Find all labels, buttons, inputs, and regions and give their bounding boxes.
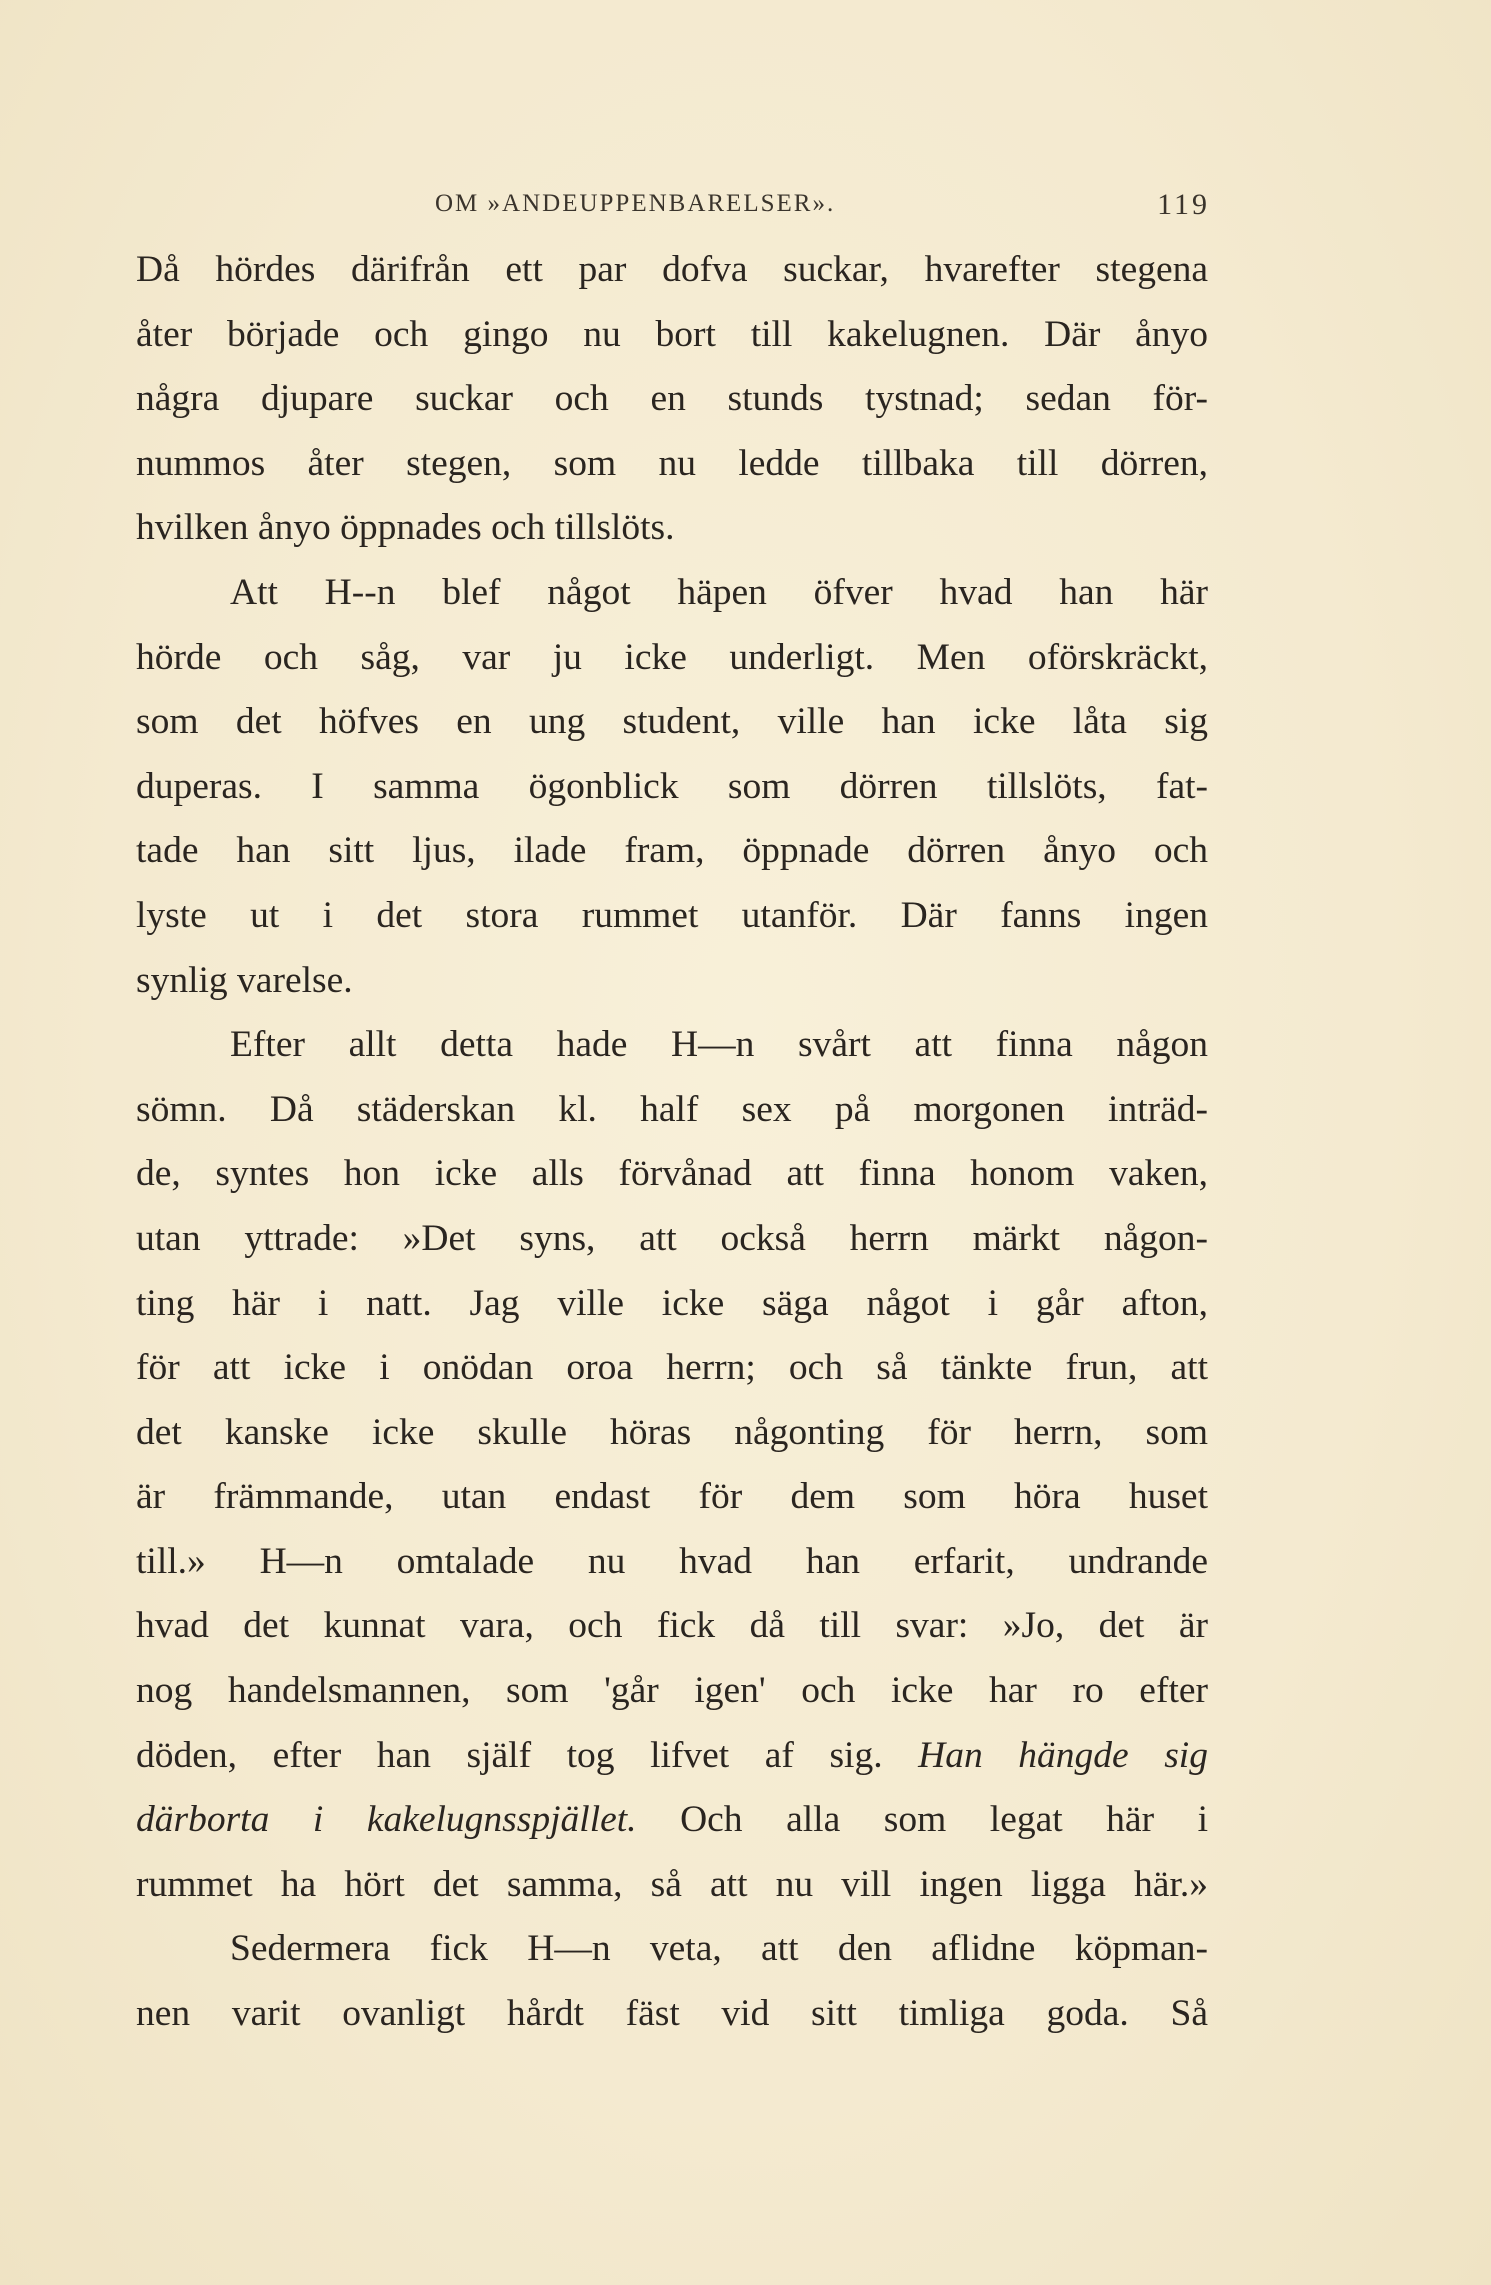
text-segment: de, syntes hon icke alls förvånad att finna honom vaken,	[136, 1153, 1208, 1195]
text-line	[136, 1142, 1208, 1207]
text-line	[136, 1207, 1208, 1272]
text-line	[136, 1078, 1208, 1143]
text-line	[136, 1853, 1208, 1918]
text-segment: för att icke i onödan oroa herrn; och så tänkte frun, att	[136, 1347, 1208, 1389]
body-text	[136, 238, 1208, 2047]
text-segment: några djupare suckar och en stunds tystnad; sedan för-	[136, 378, 1208, 420]
text-segment: nog handelsmannen, som 'går igen' och icke har ro efter	[136, 1670, 1208, 1712]
text-line	[136, 1401, 1208, 1466]
text-segment: nen varit ovanligt hårdt fäst vid sitt timliga goda. Så	[136, 1993, 1208, 2035]
text-segment: hörde och såg, var ju icke underligt. Men oförskräckt,	[136, 636, 1208, 678]
text-line	[136, 1465, 1208, 1530]
text-segment: hvilken ånyo öppnades och tillslöts.	[136, 507, 675, 549]
text-segment: nummos åter stegen, som nu ledde tillbaka till dörren,	[136, 442, 1208, 484]
text-line	[136, 1336, 1208, 1401]
text-line	[136, 755, 1208, 820]
text-segment: tade han sitt ljus, ilade fram, öppnade dörren ånyo och	[136, 830, 1208, 872]
text-segment: utan yttrade: »Det syns, att också herrn märkt någon-	[136, 1217, 1208, 1259]
text-segment: rummet ha hört det samma, så att nu vill ingen ligga här.»	[136, 1863, 1208, 1905]
text-segment: det kanske icke skulle höras någonting för herrn, som	[136, 1411, 1208, 1453]
page-number: 119	[1157, 188, 1210, 221]
text-segment: Då hördes därifrån ett par dofva suckar, hvarefter stegena	[136, 249, 1208, 290]
text-line	[136, 238, 1208, 303]
text-line	[136, 1788, 1208, 1853]
text-line	[136, 1530, 1208, 1595]
text-segment: synlig varelse.	[136, 959, 353, 1001]
text-segment: duperas. I samma ögonblick som dörren tillslöts, fat-	[136, 765, 1208, 807]
text-segment: ting här i natt. Jag ville icke säga något i går afton,	[136, 1282, 1208, 1324]
italic-text: Han hängde sig	[918, 1734, 1208, 1776]
text-line	[136, 496, 1208, 561]
text-line	[136, 1013, 1208, 1078]
text-line	[136, 1659, 1208, 1724]
text-segment: Sedermera fick H—n veta, att den aflidne köpman-	[230, 1928, 1208, 1970]
text-segment: till.» H—n omtalade nu hvad han erfarit, undrande	[136, 1540, 1208, 1582]
text-segment: är främmande, utan endast för dem som höra huset	[136, 1476, 1208, 1518]
text-line	[136, 949, 1208, 1014]
running-head	[135, 190, 1210, 230]
text-line	[136, 819, 1208, 884]
text-line	[136, 884, 1208, 949]
text-segment: åter började och gingo nu bort till kakelugnen. Där ånyo	[136, 313, 1208, 355]
text-segment: som det höfves en ung student, ville han icke låta sig	[136, 701, 1208, 743]
text-line	[136, 1594, 1208, 1659]
text-segment: hvad det kunnat vara, och fick då till svar: »Jo, det är	[136, 1605, 1208, 1647]
text-line	[136, 1982, 1208, 2047]
text-line	[136, 1272, 1208, 1337]
running-title: OM »ANDEUPPENBARELSER».	[435, 190, 836, 217]
text-line	[136, 303, 1208, 368]
text-line	[136, 367, 1208, 432]
italic-text: därborta i kakelugnsspjället.	[136, 1799, 637, 1841]
text-segment: lyste ut i det stora rummet utanför. Där fanns ingen	[136, 894, 1208, 936]
text-line	[136, 690, 1208, 755]
text-line	[136, 626, 1208, 691]
text-segment: Och alla som legat här i	[636, 1799, 1208, 1841]
text-line	[136, 432, 1208, 497]
text-line	[136, 1917, 1208, 1982]
text-line	[136, 1724, 1208, 1789]
text-segment: Efter allt detta hade H—n svårt att finna någon	[230, 1024, 1208, 1066]
text-line	[136, 561, 1208, 626]
text-segment: Att H--n blef något häpen öfver hvad han här	[230, 571, 1208, 613]
text-segment: sömn. Då städerskan kl. half sex på morgonen inträd-	[136, 1088, 1208, 1130]
text-segment: döden, efter han själf tog lifvet af sig.	[136, 1734, 919, 1776]
